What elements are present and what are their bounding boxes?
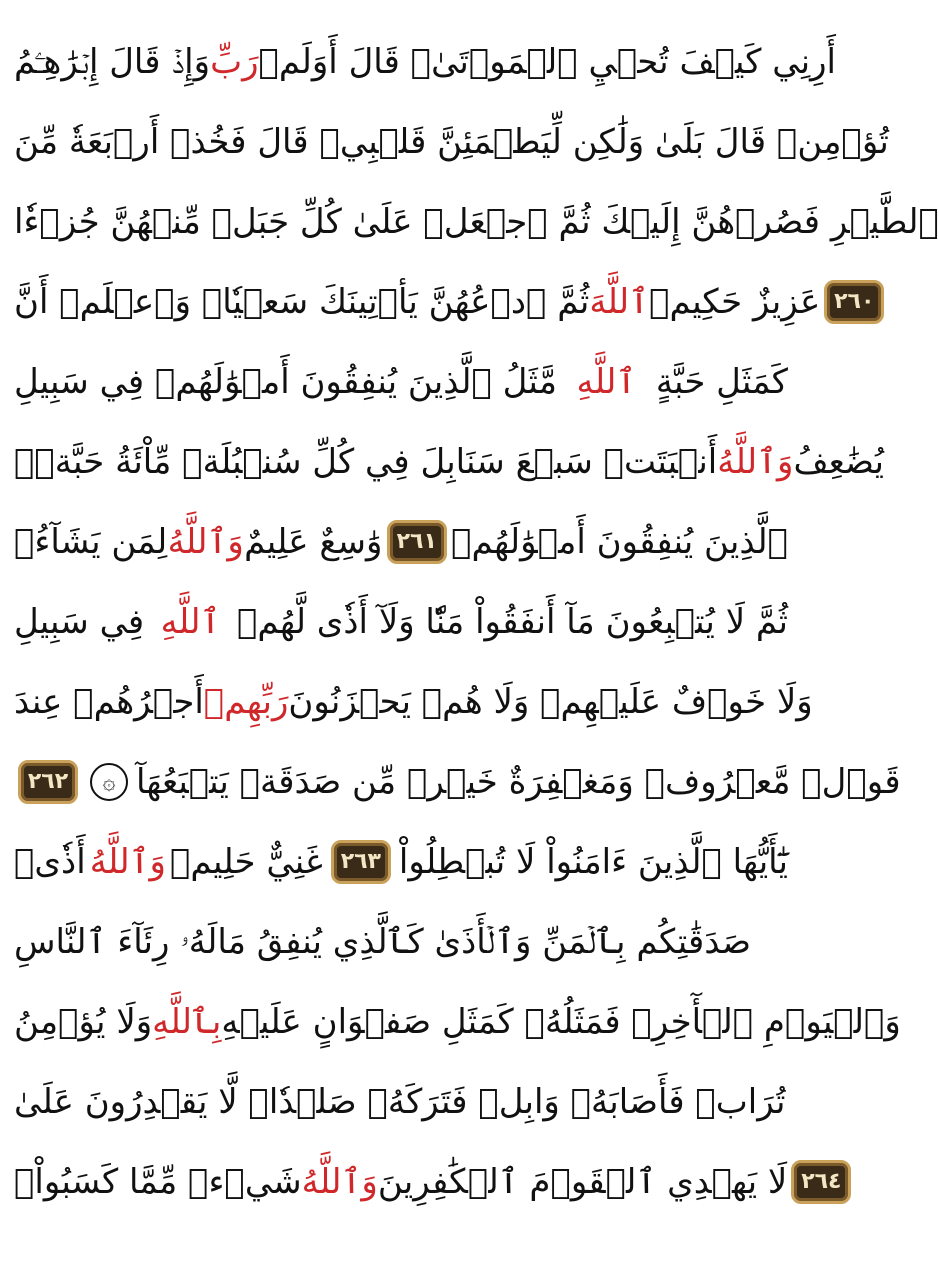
verse-text: مَّثَلُ ٱلَّذِينَ يُنفِقُونَ أَمۡوَٰلَهُمۡ فِي سَبِيلِ [14,362,557,402]
divine-name-text: وَٱللَّهُ [89,842,166,882]
divine-name-text: رَبِّ [210,42,259,82]
text-line [14,102,889,182]
verse-text: أَجۡرُهُمۡ عِندَ [14,682,204,722]
verse-text: وَٱلۡيَوۡمِ ٱلۡأٓخِرِۖ فَمَثَلُهُۥ كَمَثَلِ صَفۡوَانٍ عَلَيۡهِ [221,1002,901,1042]
text-line [14,582,788,662]
verse-text: كَمَثَلِ حَبَّةٍ [655,362,788,402]
verse-text: وَإِذۡ قَالَ إِبۡرَٰهِـۧمُ [14,42,211,82]
ayah-number-marker: ٢٦٤ [791,1160,851,1204]
text-line [14,982,901,1062]
text-line [14,342,788,422]
ayah-number-marker: ٢٦٠ [824,280,884,324]
verse-text: أَذٗىۗ [14,842,86,882]
text-line [14,902,788,982]
text-line [14,742,901,822]
verse-text: ٱلَّذِينَ يُنفِقُونَ أَمۡوَٰلَهُمۡ [451,522,788,562]
verse-text: غَنِيٌّ حَلِيمٞ [169,842,323,882]
verse-text: أَنۢبَتَتۡ سَبۡعَ سَنَابِلَ فِي كُلِّ سُنۢبُلَةٖ مِّاْئَةُ حَبَّةٖۗ [14,442,718,482]
verse-text: وَٰسِعٌ عَلِيمٌ [244,522,383,562]
verse-text: تُرَابٞ فَأَصَابَهُۥ وَابِلٞ فَتَرَكَهُۥ صَلۡدٗاۖ لَّا يَقۡدِرُونَ عَلَىٰ [14,1082,786,1122]
verse-text: ثُمَّ لَا يُتۡبِعُونَ مَآ أَنفَقُواْ مَنّٗا وَلَآ أَذٗى لَّهُمۡ [236,602,788,642]
verse-text: ٱلطَّيۡرِ فَصُرۡهُنَّ إِلَيۡكَ ثُمَّ ٱجۡعَلۡ عَلَىٰ كُلِّ جَبَلٖ مِّنۡهُنَّ جُزۡءٗا [14,202,939,242]
divine-name-text: رَبِّهِمۡ [203,682,289,722]
verse-text: قَوۡلٞ مَّعۡرُوفٞ وَمَغۡفِرَةٌ خَيۡرٞ مِّن صَدَقَةٖ يَتۡبَعُهَآ [136,762,901,802]
verse-text: لِمَن يَشَآءُۚ [14,522,168,562]
text-line [14,422,884,502]
ayah-number-marker: ٢٦٣ [331,840,391,884]
ayah-number-marker: ٢٦١ [387,520,447,564]
ayah-number-marker: ٢٦٢ [18,760,78,804]
divine-name-text: ٱللَّهِ [576,362,637,402]
text-line [14,22,836,102]
verse-text: صَدَقَٰتِكُم بِٱلۡمَنِّ وَٱلۡأَذَىٰ كَٱلَّذِي يُنفِقُ مَالَهُۥ رِئَآءَ ٱلنَّاسِ [14,922,751,962]
text-line [14,662,813,742]
divine-name-text: وَٱللَّهُ [167,522,244,562]
verse-text: شَيۡءٖ مِّمَّا كَسَبُواْۗ [14,1162,302,1202]
divine-name-text: وَٱللَّهُ [717,442,794,482]
divine-name-text: ٱللَّهِ [160,602,221,642]
verse-text: وَلَا يُؤۡمِنُ [14,1002,153,1042]
divine-name-text: بِٱللَّهِ [152,1002,222,1042]
verse-text: يَٰٓأَيُّهَا ٱلَّذِينَ ءَامَنُواْ لَا تُبۡطِلُواْ [398,842,788,882]
text-line [14,1062,788,1142]
verse-text: عَزِيزٌ حَكِيمٞ [649,282,821,322]
divine-name-text: ٱللَّهَ [589,282,650,322]
rub-el-hizb-icon: ۞ [90,763,128,801]
verse-text: وَلَا خَوۡفٌ عَلَيۡهِمۡ وَلَا هُمۡ يَحۡزَنُونَ [288,682,813,722]
text-line [14,502,788,582]
text-line [14,1142,842,1222]
divine-name-text: وَٱللَّهُ [301,1162,378,1202]
text-line [14,822,788,902]
verse-text: فِي سَبِيلِ [14,602,145,642]
text-line [14,262,875,342]
text-line [14,182,939,262]
verse-text: ثُمَّ ٱدۡعُهُنَّ يَأۡتِينَكَ سَعۡيٗاۚ وَٱعۡلَمۡ أَنَّ [14,282,590,322]
verse-text: لَا يَهۡدِي ٱلۡقَوۡمَ ٱلۡكَٰفِرِينَ [377,1162,788,1202]
verse-text: أَرِنِي كَيۡفَ تُحۡيِ ٱلۡمَوۡتَىٰۖ قَالَ أَوَلَمۡ [258,42,836,82]
verse-text: تُؤۡمِنۖ قَالَ بَلَىٰ وَلَٰكِن لِّيَطۡمَئِنَّ قَلۡبِيۖ قَالَ فَخُذۡ أَرۡبَعَةٗ مِّنَ [14,122,889,162]
verse-text: يُضَٰعِفُ [793,442,884,482]
